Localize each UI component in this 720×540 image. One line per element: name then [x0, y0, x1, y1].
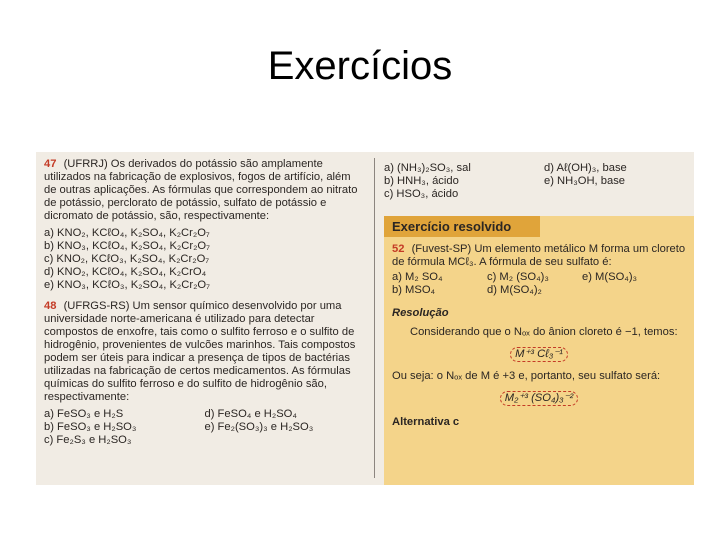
- question-text: (UFRGS-RS) Um sensor químico desenvolvido por uma universidade norte-americana é utilizado para detectar compostos de enxofre, tais como o sulfito ferroso e o sulfito de hidrogênio, provenientes de vulcões marinhos. Tais compostos podem ser úteis para indicar a presença de tipos de bactérias utilizadas na fabricação de certos medicamentos. As fórmulas químicas do sulfito ferroso e do sulfito de hidrogênio são, respectivamente:: [44, 300, 356, 403]
- option: d) Aℓ(OH)₃, base: [544, 162, 627, 174]
- resolution-label: Resolução: [392, 307, 449, 319]
- right-column: [378, 152, 694, 485]
- option: c) Fe₂S₃ e H₂SO₃: [44, 434, 132, 446]
- options-row: [384, 188, 684, 201]
- column-divider: [374, 158, 375, 478]
- option: d) M(SO₄)₂: [487, 284, 542, 296]
- option: e) KNO₃, KCℓO₃, K₂SO₄, K₂Cr₂O₇: [44, 279, 210, 291]
- option: d) FeSO₄ e H₂SO₄: [204, 408, 297, 420]
- formula-sulfate: [392, 391, 686, 406]
- question-48: [44, 300, 365, 404]
- question-text: (Fuvest-SP) Um elemento metálico M forma um cloreto de fórmula MCℓ₃. A fórmula de seu sulfato é:: [392, 243, 686, 268]
- resolved-body: [384, 237, 694, 435]
- resolution-step-2: Ou seja: o Nₒₓ de M é +3 e, portanto, seu sulfato será:: [392, 370, 661, 382]
- question-47: [44, 158, 365, 223]
- options-row: [384, 162, 684, 175]
- option: a) (NH₃)₂SO₃, sal: [384, 162, 471, 174]
- slide-title: Exercícios: [267, 44, 453, 88]
- formula-text: M⁺³ Cℓ₃⁻¹: [510, 347, 568, 362]
- option: b) HNH₃, ácido: [384, 175, 459, 187]
- resolved-header: Exercício resolvido: [384, 216, 540, 237]
- question-48-options: [44, 408, 365, 447]
- question-52: [392, 243, 686, 269]
- option: c) M₂ (SO₄)₃: [487, 271, 549, 283]
- question-number: 47: [44, 158, 57, 170]
- option: b) KNO₃, KCℓO₄, K₂SO₄, K₂Cr₂O₇: [44, 240, 210, 252]
- option: e) Fe₂(SO₃)₃ e H₂SO₃: [204, 421, 314, 433]
- options-row: [392, 284, 686, 297]
- question-text: (UFRRJ) Os derivados do potássio são amplamente utilizados na fabricação de explosivos, fogos de artifício, além de outras aplicações. As fórmulas que correspondem ao nitrato de potássio, perclorato de potássio, sulfato de potássio e dicromato de potássio, são, respectivamente:: [44, 158, 358, 222]
- formula-chloride: [392, 347, 686, 362]
- option: c) HSO₃, ácido: [384, 188, 459, 200]
- answer-text: Alternativa c: [392, 416, 460, 428]
- options-right: [205, 408, 366, 447]
- formula-text: M₂⁺³ (SO₄)₃⁻²: [500, 391, 579, 406]
- option: a) M₂ SO₄: [392, 271, 443, 283]
- option: e) M(SO₄)₃: [582, 271, 638, 283]
- option: b) MSO₄: [392, 284, 436, 296]
- resolved-exercise-box: [384, 216, 694, 485]
- question-number: 48: [44, 300, 57, 312]
- option: d) KNO₂, KCℓO₄, K₂SO₄, K₂CrO₄: [44, 266, 207, 278]
- textbook-scan: [36, 152, 694, 485]
- resolution-step-1: Considerando que o Nₒₓ do ânion cloreto é −1, temos:: [410, 326, 678, 338]
- options-row: [384, 175, 684, 188]
- question-47-options: [44, 227, 365, 292]
- question-number: 52: [392, 243, 405, 255]
- options-left: [44, 408, 205, 447]
- option: e) NH₃OH, base: [544, 175, 626, 187]
- option: c) KNO₂, KCℓO₃, K₂SO₄, K₂Cr₂O₇: [44, 253, 210, 265]
- option: a) KNO₂, KCℓO₄, K₂SO₄, K₂Cr₂O₇: [44, 227, 210, 239]
- left-column: [36, 152, 371, 485]
- option: a) FeSO₃ e H₂S: [44, 408, 124, 420]
- options-row: [392, 271, 686, 284]
- option: b) FeSO₃ e H₂SO₃: [44, 421, 137, 433]
- previous-question-options: [384, 162, 684, 201]
